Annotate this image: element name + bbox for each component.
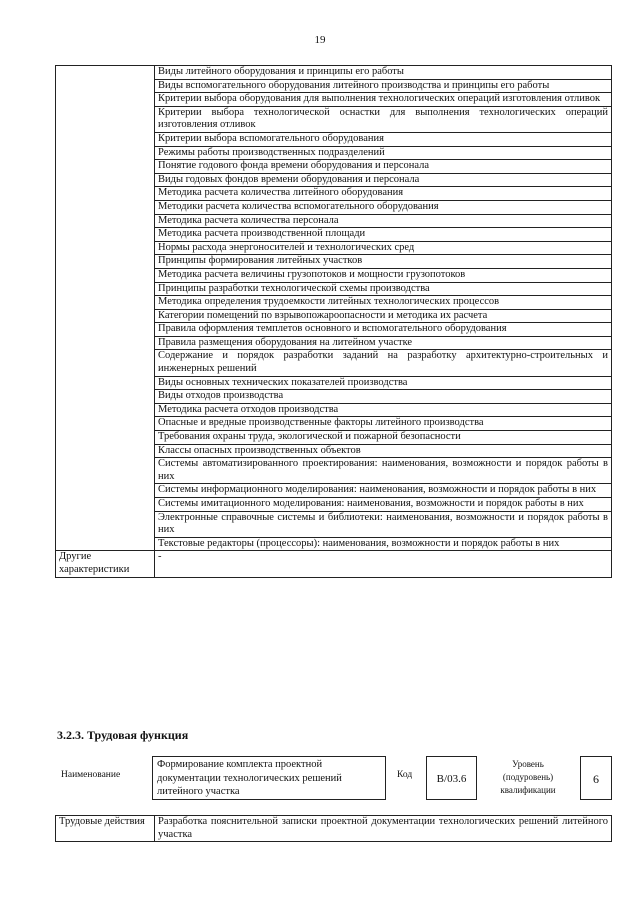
- knowledge-item: Правила оформления темплетов основного и вспомогательного оборудования: [155, 323, 612, 337]
- knowledge-item: Понятие годового фонда времени оборудования и персонала: [155, 160, 612, 174]
- table-row: [56, 816, 612, 842]
- table-row: [56, 551, 612, 577]
- knowledge-item: Электронные справочные системы и библиотеки: наименования, возможности и порядок работы в них: [155, 511, 612, 537]
- code-box: B/03.6: [426, 756, 477, 800]
- knowledge-item: Правила размещения оборудования на литейном участке: [155, 336, 612, 350]
- knowledge-item: Требования охраны труда, экологической и пожарной безопасности: [155, 431, 612, 445]
- labor-action-item: Разработка пояснительной записки проектной документации технологических решений литейного участка: [155, 816, 612, 842]
- knowledge-item: Системы имитационного моделирования: наименования, возможности и порядок работы в них: [155, 498, 612, 512]
- section-title: 3.2.3. Трудовая функция: [57, 728, 189, 742]
- page-number: 19: [314, 34, 326, 46]
- knowledge-item: Режимы работы производственных подразделений: [155, 146, 612, 160]
- knowledge-item: Содержание и порядок разработки заданий на разработку архитектурно-строительных и инженерных решений: [155, 350, 612, 376]
- code-label: Код: [397, 770, 413, 780]
- knowledge-item: Методика расчета отходов производства: [155, 403, 612, 417]
- knowledge-item: Методика расчета величины грузопотоков и мощности грузопотоков: [155, 268, 612, 282]
- knowledge-item: Принципы формирования литейных участков: [155, 255, 612, 269]
- labor-actions-table: [55, 815, 612, 842]
- labor-actions-label: Трудовые действия: [56, 816, 155, 842]
- knowledge-item: Методики расчета количества вспомогательного оборудования: [155, 200, 612, 214]
- knowledge-table: [55, 65, 612, 578]
- level-box: 6: [580, 756, 612, 800]
- knowledge-item: Методика расчета количества персонала: [155, 214, 612, 228]
- knowledge-item: Критерии выбора технологической оснастки для выполнения технологических операций изготовления отливок: [155, 106, 612, 132]
- knowledge-item: Текстовые редакторы (процессоры): наименования, возможности и порядок работы в них: [155, 537, 612, 551]
- knowledge-item: Нормы расхода энергоносителей и технологических сред: [155, 241, 612, 255]
- name-label: Наименование: [61, 770, 121, 780]
- knowledge-item: Критерии выбора оборудования для выполнения технологических операций изготовления отливок: [155, 93, 612, 107]
- knowledge-item: Системы информационного моделирования: наименования, возможности и порядок работы в них: [155, 484, 612, 498]
- knowledge-item: Виды основных технических показателей производства: [155, 376, 612, 390]
- function-name-box: Формирование комплекта проектной документации технологических решений литейного участка: [152, 756, 386, 800]
- knowledge-item: Системы автоматизированного проектирования: наименования, возможности и порядок работы в них: [155, 458, 612, 484]
- knowledge-label-cell: [56, 66, 155, 551]
- knowledge-item: Виды отходов производства: [155, 390, 612, 404]
- knowledge-item: Виды годовых фондов времени оборудования и персонала: [155, 173, 612, 187]
- knowledge-item: Методика расчета производственной площади: [155, 228, 612, 242]
- other-characteristics-value: -: [155, 551, 612, 577]
- knowledge-item: Виды вспомогательного оборудования литейного производства и принципы его работы: [155, 79, 612, 93]
- knowledge-item: Категории помещений по взрывопожароопасности и методика их расчета: [155, 309, 612, 323]
- other-characteristics-label: Другие характеристики: [56, 551, 155, 577]
- knowledge-item: Методика определения трудоемкости литейных технологических процессов: [155, 296, 612, 310]
- level-label: Уровень (подуровень) квалификации: [500, 759, 556, 795]
- knowledge-item: Критерии выбора вспомогательного оборудования: [155, 132, 612, 146]
- knowledge-item: Опасные и вредные производственные факторы литейного производства: [155, 417, 612, 431]
- knowledge-item: Принципы разработки технологической схемы производства: [155, 282, 612, 296]
- table-row: [56, 66, 612, 80]
- labor-function-header: [55, 752, 615, 804]
- knowledge-item: Классы опасных производственных объектов: [155, 444, 612, 458]
- knowledge-item: Виды литейного оборудования и принципы его работы: [155, 66, 612, 80]
- knowledge-item: Методика расчета количества литейного оборудования: [155, 187, 612, 201]
